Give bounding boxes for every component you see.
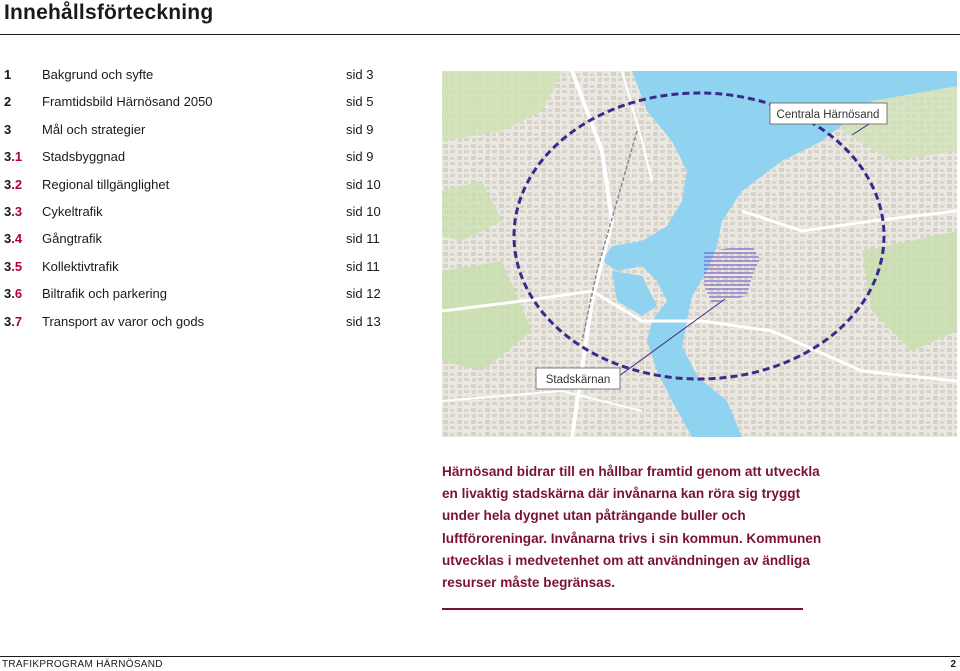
toc-entry-label: Transport av varor och gods — [42, 313, 205, 329]
toc-number-dot: . — [11, 258, 15, 274]
city-map — [442, 71, 957, 437]
title-divider — [0, 34, 960, 35]
toc-major-number: 3 — [4, 258, 12, 274]
toc-major-number: 3 — [4, 203, 12, 219]
toc-minor-number: 2 — [14, 176, 23, 192]
toc-entry-label: Cykeltrafik — [42, 203, 103, 219]
toc-minor-number: 7 — [14, 313, 23, 329]
toc-entry-label: Gångtrafik — [42, 231, 102, 247]
map-label-core: Stadskärnan — [545, 374, 611, 386]
toc-entry[interactable] — [4, 258, 384, 285]
page-title: Innehållsförteckning — [4, 1, 214, 24]
toc-minor-number: 1 — [14, 149, 23, 165]
toc-major-number: 3 — [4, 313, 12, 329]
toc-number-dot: . — [11, 231, 15, 247]
toc-major-number: 3 — [4, 231, 12, 247]
toc-entry[interactable] — [4, 93, 384, 120]
toc-entry[interactable] — [4, 66, 384, 93]
toc-entry-label: Bakgrund och syfte — [42, 67, 154, 82]
toc-entry-page: sid 11 — [346, 258, 380, 274]
table-of-contents — [4, 66, 384, 340]
toc-entry-page: sid 10 — [346, 176, 381, 192]
toc-entry[interactable] — [4, 313, 384, 340]
toc-entry-page: sid 9 — [346, 121, 374, 137]
toc-entry-page: sid 5 — [346, 94, 374, 110]
toc-entry-label: Kollektivtrafik — [42, 258, 119, 274]
toc-entry-page: sid 9 — [346, 149, 374, 165]
toc-entry[interactable] — [4, 285, 384, 312]
toc-minor-number: 5 — [14, 258, 23, 274]
toc-entry-label: Framtidsbild Härnösand 2050 — [42, 94, 213, 110]
quote-divider — [442, 608, 803, 610]
toc-entry[interactable] — [4, 176, 384, 203]
toc-entry-page: sid 3 — [346, 67, 374, 82]
toc-number-dot: . — [11, 286, 15, 302]
toc-entry-number — [4, 313, 22, 331]
toc-minor-number: 4 — [14, 231, 23, 247]
toc-entry-number — [4, 176, 22, 194]
toc-number-dot: . — [11, 176, 15, 192]
page-number: 2 — [950, 659, 956, 670]
toc-entry-page: sid 12 — [346, 286, 381, 302]
toc-minor-number: 3 — [14, 203, 23, 219]
footer-document-title: TRAFIKPROGRAM HÄRNÖSAND — [2, 659, 163, 670]
toc-entry-number: 1 — [4, 67, 12, 82]
footer-divider — [0, 656, 960, 657]
toc-entry-label: Regional tillgänglighet — [42, 176, 170, 192]
toc-entry-number — [4, 230, 22, 248]
toc-entry-number — [4, 258, 22, 276]
map-label-central: Centrala Härnösand — [776, 109, 880, 121]
toc-minor-number: 6 — [14, 286, 23, 302]
toc-entry-page: sid 13 — [346, 313, 381, 329]
toc-entry-label: Stadsbyggnad — [42, 149, 126, 165]
toc-entry-label: Biltrafik och parkering — [42, 286, 167, 302]
toc-entry-number — [4, 148, 22, 166]
toc-entry-label: Mål och strategier — [42, 121, 146, 137]
toc-major-number: 3 — [4, 176, 12, 192]
toc-entry-page: sid 10 — [346, 203, 381, 219]
toc-entry-number — [4, 285, 22, 303]
vision-statement: Härnösand bidrar till en hållbar framtid genom att utveckla en livaktig stadskärna där invånarna kan röra sig tryggt under hela dygnet utan påträngande buller och luftföroreningar. Invånarna trivs i sin kommun. Kommunen utvecklas i medvetenhet om att användningen av ändliga resurser måste begränsas. — [442, 464, 822, 591]
toc-number-dot: . — [11, 203, 15, 219]
toc-entry[interactable] — [4, 203, 384, 230]
toc-entry-number: 3 — [4, 121, 12, 137]
toc-number-dot: . — [11, 313, 15, 329]
toc-major-number: 3 — [4, 286, 12, 302]
toc-entry[interactable] — [4, 121, 384, 148]
toc-major-number: 3 — [4, 149, 12, 165]
toc-number-dot: . — [11, 149, 15, 165]
toc-entry[interactable] — [4, 230, 384, 257]
toc-entry-page: sid 11 — [346, 231, 380, 247]
toc-entry-number — [4, 203, 22, 221]
toc-entry[interactable] — [4, 148, 384, 175]
toc-entry-number: 2 — [4, 94, 12, 110]
